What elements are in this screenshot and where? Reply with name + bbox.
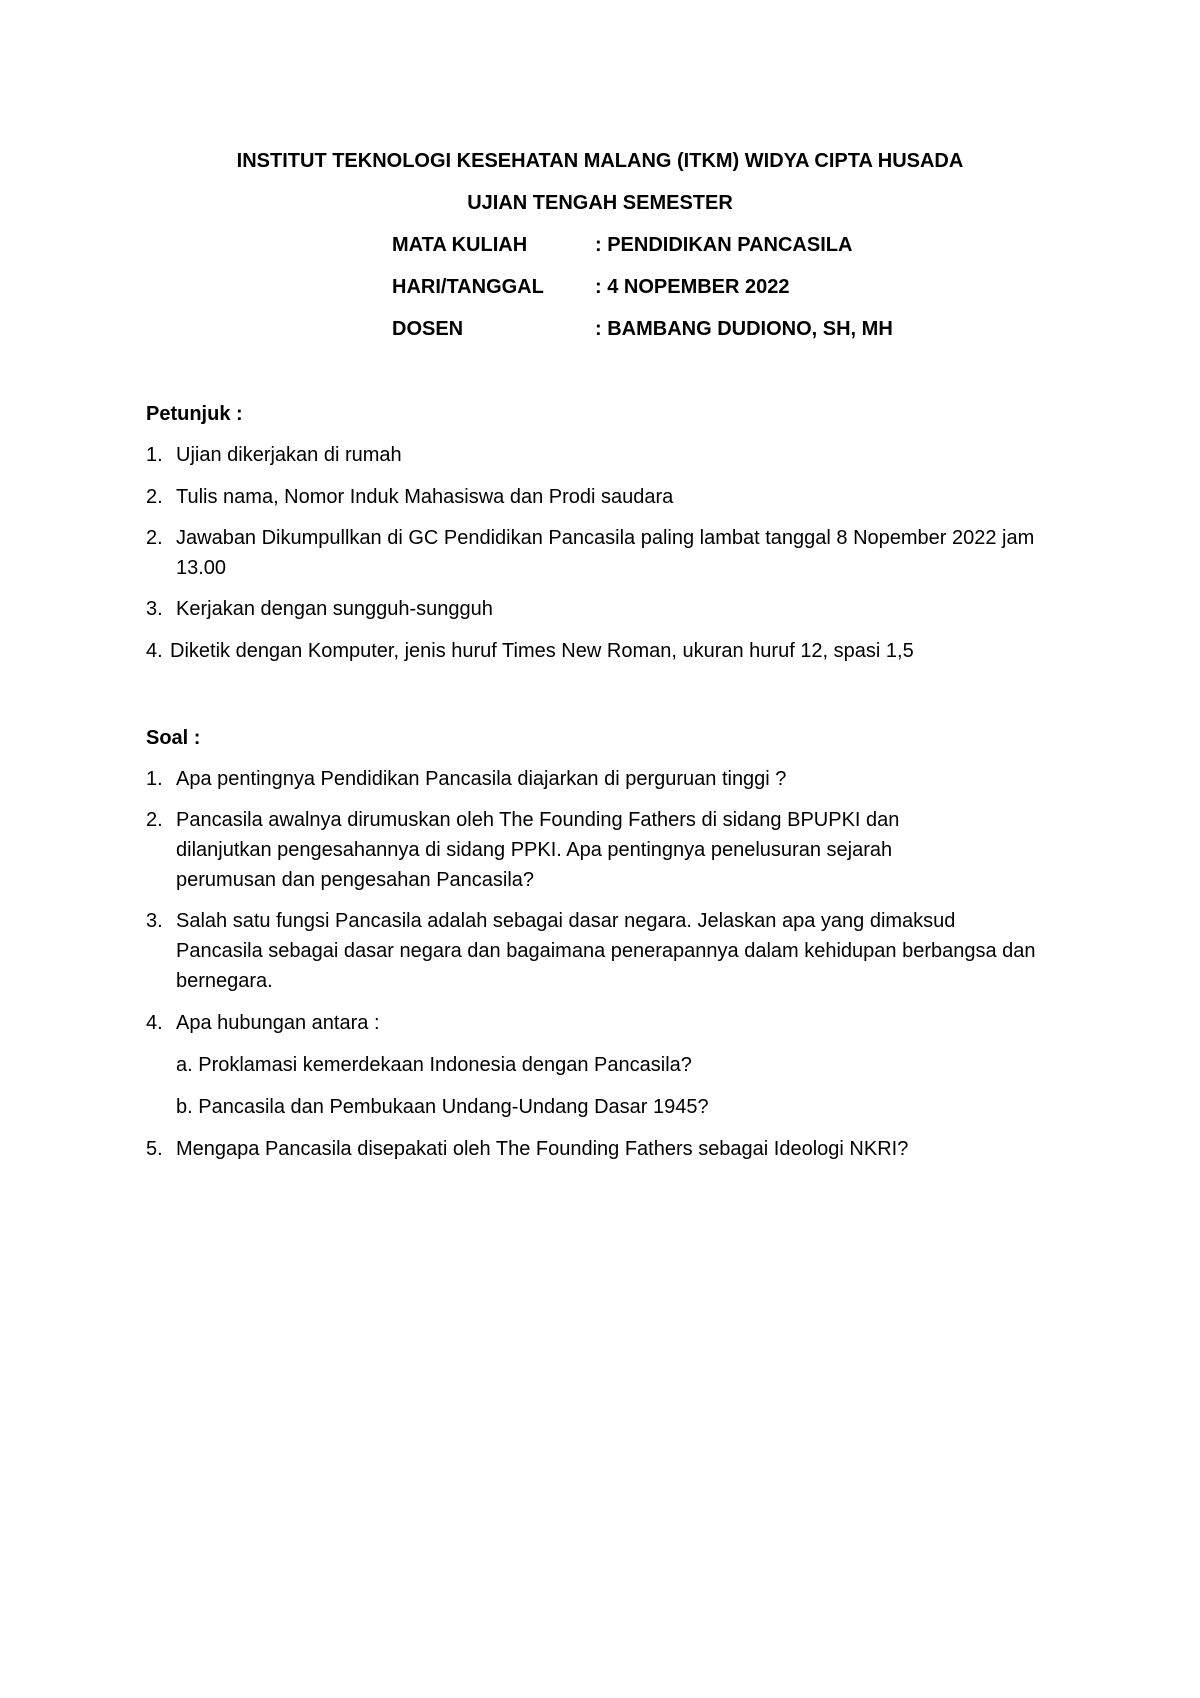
question-sub-item: b. Pancasila dan Pembukaan Undang-Undang Dasar 1945? [176, 1096, 709, 1118]
item-text: Salah satu fungsi Pancasila adalah sebagai dasar negara. Jelaskan apa yang dimaksud Pancasila sebagai dasar negara dan bagaimana penerapannya dalam kehidupan berbangsa dan bernegara. [176, 910, 1036, 992]
institution-title: INSTITUT TEKNOLOGI KESEHATAN MALANG (ITKM) WIDYA CIPTA HUSADA [236, 150, 964, 172]
info-label: MATA KULIAH [392, 234, 528, 256]
item-text: Apa hubungan antara : [176, 1012, 380, 1034]
info-value: : BAMBANG DUDIONO, SH, MH [595, 318, 893, 340]
item-number: 3. [146, 598, 163, 620]
instruction-item [146, 482, 1046, 512]
item-text: Mengapa Pancasila disepakati oleh The Founding Fathers sebagai Ideologi NKRI? [176, 1138, 909, 1160]
item-number: 4. [146, 640, 163, 662]
question-item [146, 764, 1046, 794]
info-label: HARI/TANGGAL [392, 276, 544, 298]
question-item [146, 1008, 1046, 1038]
instruction-item [146, 523, 1046, 583]
exam-title: UJIAN TENGAH SEMESTER [467, 192, 733, 214]
item-text: Jawaban Dikumpullkan di GC Pendidikan Pancasila paling lambat tanggal 8 Nopember 2022 jam 13.00 [176, 527, 1035, 579]
instructions-heading: Petunjuk : [146, 403, 243, 425]
item-number: 1. [146, 444, 163, 466]
item-text: Tulis nama, Nomor Induk Mahasiswa dan Prodi saudara [176, 486, 674, 508]
item-text: Pancasila awalnya dirumuskan oleh The Founding Fathers di sidang BPUPKI dan dilanjutkan pengesahannya di sidang PPKI. Apa pentingnya penelusuran sejarah perumusan dan pengesahan Pancasila? [176, 809, 900, 891]
question-item [146, 805, 1046, 895]
item-number: 2. [146, 809, 163, 831]
item-number: 3. [146, 910, 163, 932]
info-label: DOSEN [392, 318, 464, 340]
info-value: : PENDIDIKAN PANCASILA [595, 234, 853, 256]
item-text: Diketik dengan Komputer, jenis huruf Times New Roman, ukuran huruf 12, spasi 1,5 [170, 640, 914, 662]
question-sub-item: a. Proklamasi kemerdekaan Indonesia dengan Pancasila? [176, 1054, 692, 1076]
questions-heading: Soal : [146, 727, 201, 749]
item-number: 2. [146, 527, 163, 549]
info-value: : 4 NOPEMBER 2022 [595, 276, 790, 298]
instruction-item [146, 636, 1046, 666]
item-number: 5. [146, 1138, 163, 1160]
instruction-item [146, 440, 1046, 470]
item-number: 2. [146, 486, 163, 508]
item-text: Ujian dikerjakan di rumah [176, 444, 402, 466]
item-number: 1. [146, 768, 163, 790]
item-text: Apa pentingnya Pendidikan Pancasila diajarkan di perguruan tinggi ? [176, 768, 787, 790]
item-text: Kerjakan dengan sungguh-sungguh [176, 598, 493, 620]
item-number: 4. [146, 1012, 163, 1034]
question-item [146, 906, 1046, 996]
question-item [146, 1134, 1046, 1164]
instruction-item [146, 594, 1046, 624]
